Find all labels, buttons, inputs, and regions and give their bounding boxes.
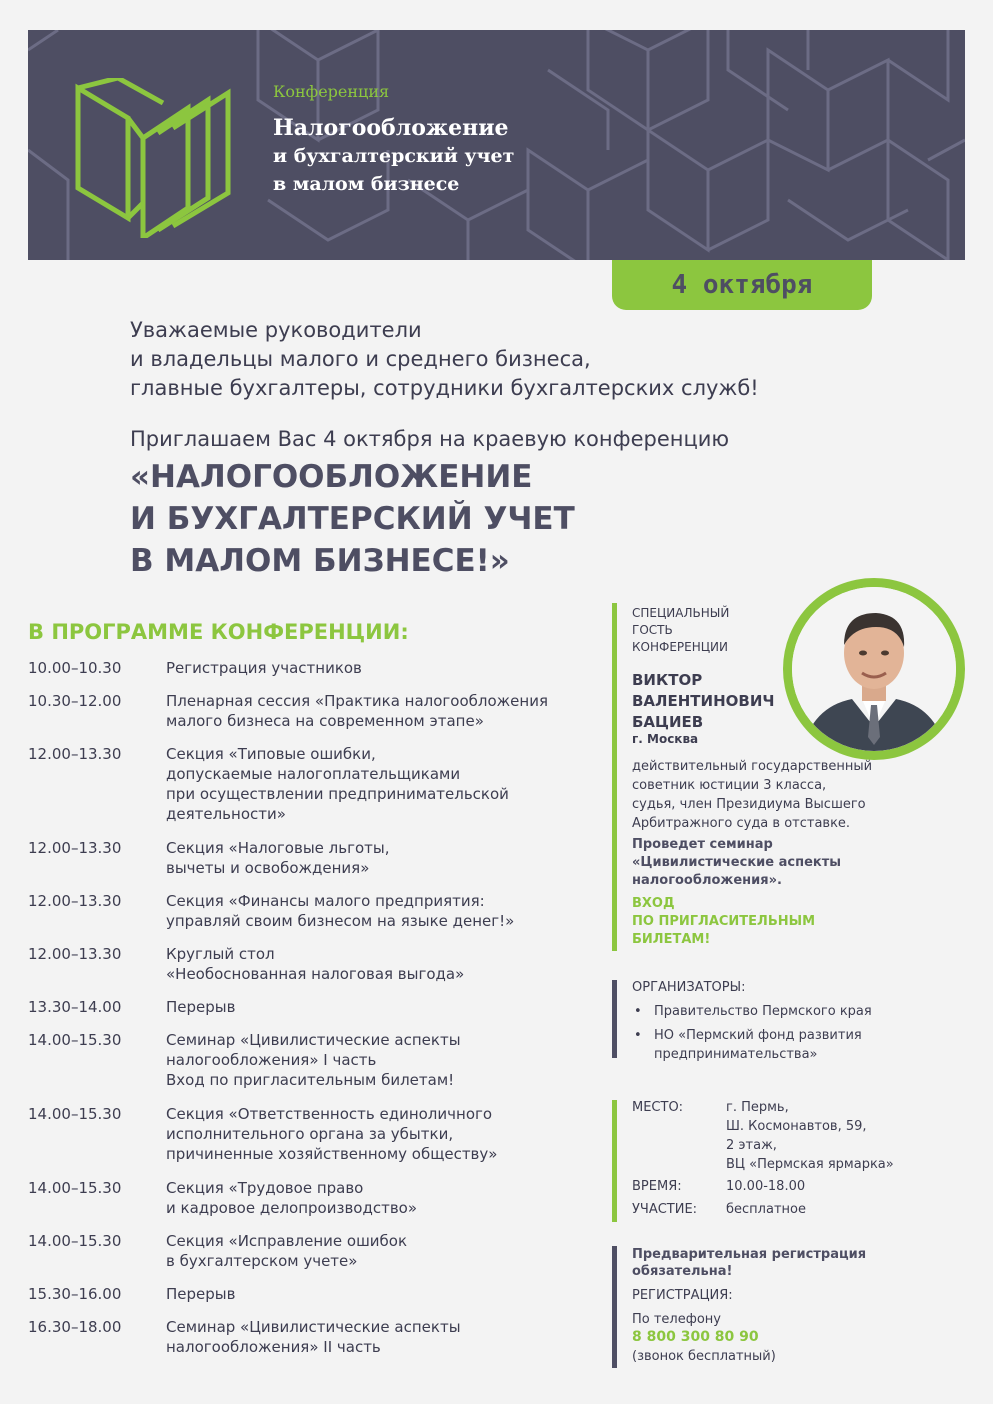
program-desc: Пленарная сессия «Практика налогообложения малого бизнеса на современном этапе» <box>166 692 548 730</box>
greeting-line2: и владельцы малого и среднего бизнеса, <box>130 347 591 371</box>
registration-label: РЕГИСТРАЦИЯ: <box>632 1288 733 1303</box>
organizers-accent-bar <box>612 980 617 1058</box>
program-row <box>28 1284 588 1304</box>
guest-photo-frame <box>783 578 965 760</box>
program-desc: Секция «Типовые ошибки, допускаемые налогоплательщиками при осуществлении предпринимательской деятельности» <box>166 745 509 823</box>
program-time: 15.30–16.00 <box>28 1285 122 1303</box>
program-row <box>28 1317 588 1357</box>
registration-phone: 8 800 300 80 90 <box>632 1329 759 1345</box>
venue-place <box>632 1098 952 1178</box>
program-row <box>28 891 588 931</box>
program-desc: Секция «Финансы малого предприятия: управляй своим бизнесом на языке денег!» <box>166 892 515 930</box>
organizers-list <box>632 1002 932 1069</box>
registration-note: Предварительная регистрация обязательна! <box>632 1247 867 1279</box>
program-row <box>28 691 588 731</box>
time-label: ВРЕМЯ: <box>632 1179 682 1194</box>
program-desc: Секция «Ответственность единоличного исполнительного органа за убытки, причиненные хозяйственному обществу» <box>166 1105 498 1163</box>
guest-description: действительный государственный советник юстиции 3 класса, судья, член Президиума Высшего Арбитражного суда в отставке. <box>632 759 873 831</box>
program-desc: Круглый стол «Необоснованная налоговая выгода» <box>166 945 465 983</box>
program-desc: Перерыв <box>166 998 236 1016</box>
program-time: 12.00–13.30 <box>28 839 122 857</box>
time-value: 10.00-18.00 <box>726 1179 806 1194</box>
conference-title <box>130 456 830 582</box>
venue-accent-bar <box>612 1100 617 1222</box>
banner-title-line2: и бухгалтерский учет <box>273 145 515 167</box>
venue-participation <box>632 1200 952 1220</box>
guest-photo <box>792 587 956 751</box>
date-badge: 4 октября <box>612 260 872 310</box>
conference-title-line2: И БУХГАЛТЕРСКИЙ УЧЕТ <box>130 501 575 537</box>
entry-notice: ВХОД ПО ПРИГЛАСИТЕЛЬНЫМ БИЛЕТАМ! <box>632 896 816 947</box>
program-time: 13.30–14.00 <box>28 998 122 1016</box>
participation-label: УЧАСТИЕ: <box>632 1202 698 1217</box>
banner-title <box>273 114 514 198</box>
registration-accent-bar <box>612 1246 617 1368</box>
organizer-item: • НО «Пермский фонд развития предпринимательства» <box>632 1026 932 1064</box>
program-time: 12.00–13.30 <box>28 745 122 763</box>
place-value: г. Пермь, Ш. Космонавтов, 59, 2 этаж, ВЦ «Пермская ярмарка» <box>726 1100 894 1172</box>
guest-seminar: Проведет семинар «Цивилистические аспекты налогообложения». <box>632 837 841 888</box>
organizer-item: • Правительство Пермского края <box>632 1002 932 1021</box>
program-row <box>28 744 588 824</box>
invite-text: Приглашаем Вас 4 октября на краевую конференцию <box>130 427 730 451</box>
program-time: 16.30–18.00 <box>28 1318 122 1336</box>
program-row <box>28 1178 588 1218</box>
program-row <box>28 1104 588 1164</box>
guest-city: г. Москва <box>632 732 699 746</box>
greeting-line3: главные бухгалтеры, сотрудники бухгалтерских служб! <box>130 376 759 400</box>
program-row <box>28 1030 588 1090</box>
program-time: 14.00–15.30 <box>28 1232 122 1250</box>
program-row <box>28 1231 588 1271</box>
greeting <box>130 316 890 403</box>
conference-title-line1: «НАЛОГООБЛОЖЕНИЕ <box>130 459 533 495</box>
registration-phone-label: По телефону <box>632 1312 722 1327</box>
program-desc: Перерыв <box>166 1285 236 1303</box>
program-desc: Семинар «Цивилистические аспекты налогообложения» II часть <box>166 1318 461 1356</box>
organizers-heading: ОРГАНИЗАТОРЫ: <box>632 980 746 995</box>
header-banner <box>28 30 965 260</box>
banner-title-line1: Налогообложение <box>273 115 509 141</box>
program-desc: Секция «Налоговые льготы, вычеты и освобождения» <box>166 839 390 877</box>
place-label: МЕСТО: <box>632 1100 684 1115</box>
program-list <box>28 658 588 1357</box>
program-time: 12.00–13.30 <box>28 945 122 963</box>
conference-title-line3: В МАЛОМ БИЗНЕСЕ!» <box>130 543 510 579</box>
program-row <box>28 944 588 984</box>
greeting-line1: Уважаемые руководители <box>130 318 422 342</box>
program-time: 14.00–15.30 <box>28 1179 122 1197</box>
program-desc: Семинар «Цивилистические аспекты налогообложения» I часть Вход по пригласительным билетам! <box>166 1031 461 1089</box>
program-heading: В ПРОГРАММЕ КОНФЕРЕНЦИИ: <box>28 620 409 644</box>
program-desc: Секция «Трудовое право и кадровое делопроизводство» <box>166 1179 418 1217</box>
program-row <box>28 997 588 1017</box>
program-time: 14.00–15.30 <box>28 1105 122 1123</box>
program-desc: Секция «Исправление ошибок в бухгалтерском учете» <box>166 1232 408 1270</box>
program-desc: Регистрация участников <box>166 659 362 677</box>
guest-accent-bar <box>612 603 617 951</box>
program-row <box>28 838 588 878</box>
guest-label: СПЕЦИАЛЬНЫЙ ГОСТЬ КОНФЕРЕНЦИИ <box>632 606 730 654</box>
banner-title-line3: в малом бизнесе <box>273 173 460 195</box>
banner-kicker: Конференция <box>273 82 390 101</box>
program-time: 10.00–10.30 <box>28 659 122 677</box>
program-row <box>28 658 588 678</box>
guest-portrait-icon <box>792 587 956 751</box>
conference-logo-icon <box>68 78 238 238</box>
participation-value: бесплатное <box>726 1202 806 1217</box>
program-time: 14.00–15.30 <box>28 1031 122 1049</box>
program-time: 12.00–13.30 <box>28 892 122 910</box>
venue-time <box>632 1177 952 1197</box>
guest-name: ВИКТОР ВАЛЕНТИНОВИЧ БАЦИЕВ <box>632 671 775 731</box>
program-time: 10.30–12.00 <box>28 692 122 710</box>
registration-free-note: (звонок бесплатный) <box>632 1349 776 1364</box>
